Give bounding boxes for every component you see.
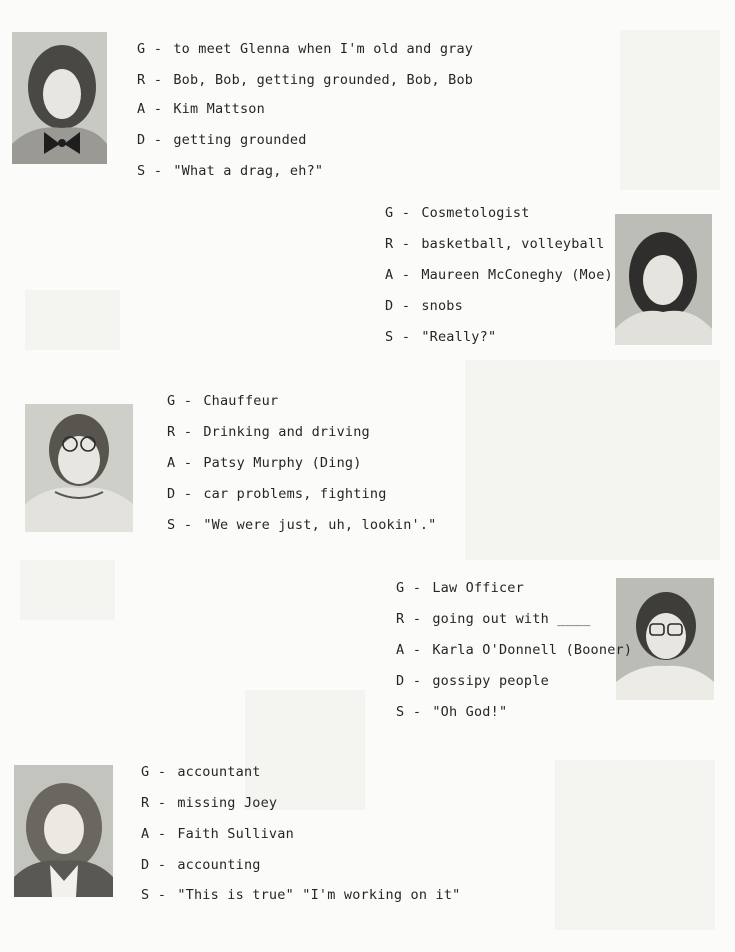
entry-dash: - <box>183 393 193 409</box>
entry-dash: - <box>153 101 163 117</box>
entry-line-remember <box>385 236 605 252</box>
entry-letter: G <box>385 205 394 221</box>
entry-dash: - <box>157 795 167 811</box>
entry-value: Chauffeur <box>203 393 279 409</box>
entry-dash: - <box>157 887 167 903</box>
entry-letter: S <box>167 517 176 533</box>
entry-dash: - <box>401 298 411 314</box>
entry-dash: - <box>183 455 193 471</box>
entry-line-saying <box>167 517 437 533</box>
entry-dash: - <box>157 857 167 873</box>
entry-letter: D <box>396 673 405 689</box>
entry-line-associate <box>385 267 613 283</box>
entry-line-remember <box>137 72 473 88</box>
entry-line-goal <box>396 580 524 596</box>
entry-line-dislike <box>396 673 549 689</box>
entry-value: Patsy Murphy (Ding) <box>203 455 362 471</box>
bleed-through-shadow <box>465 360 720 560</box>
entry-letter: D <box>141 857 150 873</box>
entry-letter: A <box>137 101 146 117</box>
entry-value: accountant <box>177 764 261 780</box>
entry-line-dislike <box>167 486 387 502</box>
entry-line-associate <box>141 826 294 842</box>
entry-line-associate <box>167 455 362 471</box>
entry-value: "Oh God!" <box>432 704 508 720</box>
entry-dash: - <box>412 580 422 596</box>
entry-line-dislike <box>385 298 463 314</box>
entry-letter: S <box>137 163 146 179</box>
entry-dash: - <box>153 163 163 179</box>
entry-dash: - <box>157 764 167 780</box>
entry-value: going out with ____ <box>432 611 591 627</box>
entry-letter: R <box>396 611 405 627</box>
entry-letter: G <box>137 41 146 57</box>
entry-letter: S <box>396 704 405 720</box>
entry-value: snobs <box>421 298 463 314</box>
entry-letter: G <box>167 393 176 409</box>
entry-dash: - <box>412 673 422 689</box>
entry-line-saying <box>385 329 496 345</box>
portrait-photo-5 <box>14 765 113 897</box>
entry-dash: - <box>412 642 422 658</box>
bleed-through-shadow <box>555 760 715 930</box>
entry-dash: - <box>153 72 163 88</box>
entry-dash: - <box>183 424 193 440</box>
entry-dash: - <box>401 329 411 345</box>
entry-line-associate <box>396 642 632 658</box>
entry-value: Maureen McConeghy (Moe) <box>421 267 613 283</box>
entry-letter: G <box>396 580 405 596</box>
entry-letter: D <box>385 298 394 314</box>
bleed-through-shadow <box>25 290 120 350</box>
entry-letter: S <box>141 887 150 903</box>
entry-line-goal <box>141 764 261 780</box>
entry-letter: R <box>167 424 176 440</box>
entry-value: Drinking and driving <box>203 424 370 440</box>
entry-letter: A <box>141 826 150 842</box>
entry-dash: - <box>153 41 163 57</box>
entry-letter: A <box>385 267 394 283</box>
entry-dash: - <box>157 826 167 842</box>
bleed-through-shadow <box>620 30 720 190</box>
entry-value: missing Joey <box>177 795 278 811</box>
entry-line-dislike <box>137 132 307 148</box>
entry-line-remember <box>396 611 591 627</box>
entry-value: getting grounded <box>173 132 307 148</box>
entry-dash: - <box>401 205 411 221</box>
entry-letter: D <box>137 132 146 148</box>
entry-value: "We were just, uh, lookin'." <box>203 517 437 533</box>
portrait-photo-3 <box>25 404 133 532</box>
entry-value: to meet Glenna when I'm old and gray <box>173 41 474 57</box>
entry-line-goal <box>137 41 473 57</box>
entry-value: "This is true" "I'm working on it" <box>177 887 461 903</box>
entry-value: Cosmetologist <box>421 205 530 221</box>
entry-dash: - <box>183 517 193 533</box>
entry-line-saying <box>141 887 460 903</box>
entry-line-saying <box>396 704 507 720</box>
portrait-photo-1 <box>12 32 107 164</box>
entry-value: "Really?" <box>421 329 497 345</box>
entry-line-associate <box>137 101 265 117</box>
entry-dash: - <box>412 611 422 627</box>
entry-line-saying <box>137 163 323 179</box>
entry-line-dislike <box>141 857 261 873</box>
entry-value: accounting <box>177 857 261 873</box>
entry-dash: - <box>183 486 193 502</box>
entry-letter: D <box>167 486 176 502</box>
entry-value: Faith Sullivan <box>177 826 294 842</box>
entry-value: basketball, volleyball <box>421 236 605 252</box>
entry-letter: R <box>385 236 394 252</box>
entry-dash: - <box>401 236 411 252</box>
entry-letter: A <box>396 642 405 658</box>
entry-line-goal <box>167 393 278 409</box>
entry-value: "What a drag, eh?" <box>173 163 324 179</box>
entry-letter: G <box>141 764 150 780</box>
entry-line-remember <box>167 424 370 440</box>
entry-value: Kim Mattson <box>173 101 265 117</box>
entry-letter: R <box>141 795 150 811</box>
entry-letter: A <box>167 455 176 471</box>
portrait-photo-4 <box>616 578 714 700</box>
entry-dash: - <box>153 132 163 148</box>
bleed-through-shadow <box>245 690 365 810</box>
entry-dash: - <box>412 704 422 720</box>
entry-value: Karla O'Donnell (Booner) <box>432 642 633 658</box>
entry-value: gossipy people <box>432 673 549 689</box>
entry-value: car problems, fighting <box>203 486 387 502</box>
entry-letter: R <box>137 72 146 88</box>
entry-line-goal <box>385 205 530 221</box>
entry-letter: S <box>385 329 394 345</box>
entry-dash: - <box>401 267 411 283</box>
bleed-through-shadow <box>20 560 115 620</box>
entry-value: Bob, Bob, getting grounded, Bob, Bob <box>173 72 474 88</box>
entry-line-remember <box>141 795 277 811</box>
portrait-photo-2 <box>615 214 712 345</box>
entry-value: Law Officer <box>432 580 524 596</box>
